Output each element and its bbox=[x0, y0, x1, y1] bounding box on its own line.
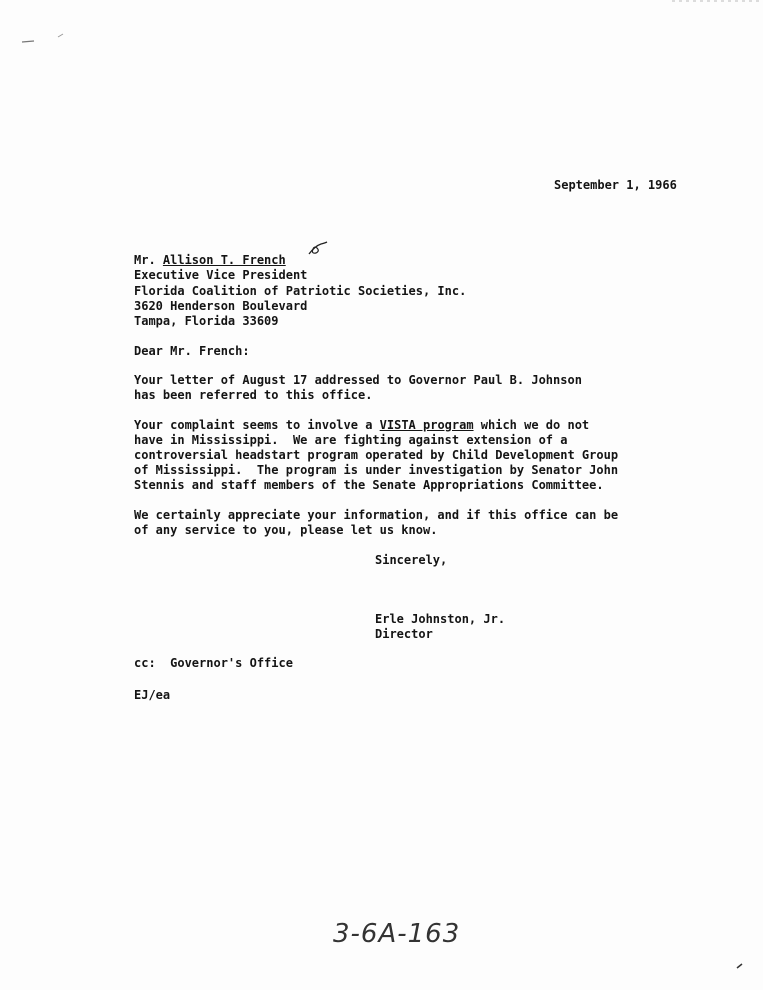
paragraph2-line: Stennis and staff members of the Senate Appropriations Committee. bbox=[134, 478, 604, 492]
paragraph3-line: of any service to you, please let us know. bbox=[134, 523, 438, 537]
paragraph2-line: controversial headstart program operated by Child Development Group bbox=[134, 448, 619, 462]
recipient-organization: Florida Coalition of Patriotic Societies, Inc. bbox=[134, 284, 467, 298]
paragraph2-text: which we do not bbox=[473, 418, 590, 432]
handwritten-mark-icon bbox=[307, 240, 329, 258]
paragraph1-line: Your letter of August 17 addressed to Governor Paul B. Johnson bbox=[134, 373, 582, 387]
paragraph2-line: of Mississippi. The program is under investigation by Senator John bbox=[134, 463, 619, 477]
signer-name: Erle Johnston, Jr. bbox=[375, 612, 506, 626]
recipient-name-line bbox=[134, 253, 286, 268]
signer-title: Director bbox=[375, 627, 433, 641]
paragraph1-line: has been referred to this office. bbox=[134, 388, 373, 402]
paragraph3-line: We certainly appreciate your information, and if this office can be bbox=[134, 508, 619, 522]
cc-line: cc: Governor's Office bbox=[134, 656, 293, 670]
salutation: Dear Mr. French: bbox=[134, 344, 250, 358]
closing: Sincerely, bbox=[375, 553, 448, 567]
scan-speck-marks bbox=[734, 958, 754, 978]
recipient-name-prefix: Mr. bbox=[134, 253, 163, 267]
scan-speck-marks bbox=[0, 0, 763, 60]
recipient-title: Executive Vice President bbox=[134, 268, 308, 282]
typist-initials: EJ/ea bbox=[134, 688, 171, 702]
paragraph2-text: Your complaint seems to involve a bbox=[134, 418, 380, 432]
vista-program-text: VISTA program bbox=[379, 418, 474, 432]
letter-date: September 1, 1966 bbox=[554, 178, 677, 192]
recipient-street: 3620 Henderson Boulevard bbox=[134, 299, 308, 313]
paragraph2-line: have in Mississippi. We are fighting against extension of a bbox=[134, 433, 568, 447]
file-number-stamp: 3-6A-163 bbox=[333, 919, 461, 949]
recipient-city: Tampa, Florida 33609 bbox=[134, 314, 279, 328]
paragraph2-line bbox=[134, 418, 589, 433]
recipient-name: Allison T. French bbox=[162, 253, 286, 267]
